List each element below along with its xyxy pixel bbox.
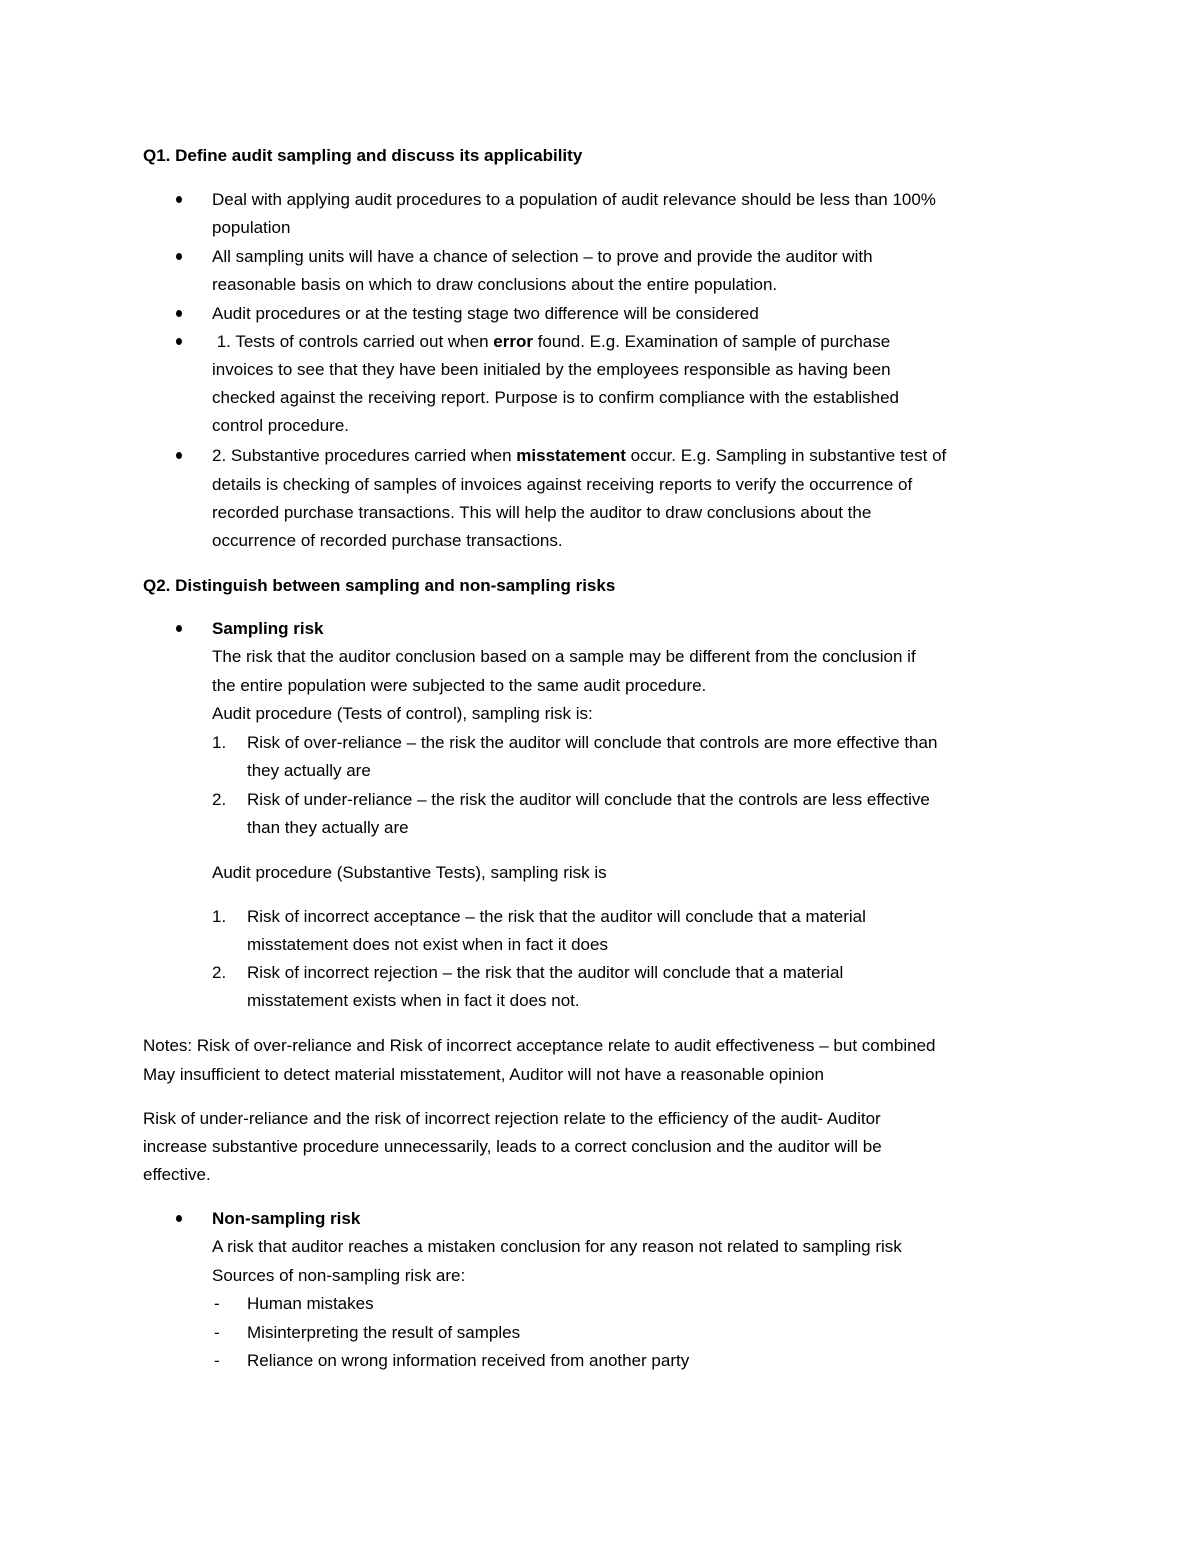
q1-bullet4-line3: checked against the receiving report. Purpose is to confirm compliance with the established	[212, 388, 899, 407]
toc-risk1-line2: they actually are	[247, 761, 371, 780]
substantive-intro: Audit procedure (Substantive Tests), sampling risk is	[212, 863, 607, 882]
dash-marker: -	[214, 1323, 220, 1342]
notes-line1: Notes: Risk of over-reliance and Risk of incorrect acceptance relate to audit effectiveness – but combined	[143, 1036, 936, 1055]
sampling-risk-line3: Audit procedure (Tests of control), sampling risk is:	[212, 704, 593, 723]
q1-bullet4-line4: control procedure.	[212, 416, 350, 435]
q1-bullet2-line2: reasonable basis on which to draw conclusions about the entire population.	[212, 275, 778, 294]
q2-heading: Q2. Distinguish between sampling and non-sampling risks	[143, 576, 616, 595]
bullet-icon	[176, 253, 182, 260]
list-number: 2.	[212, 963, 227, 982]
list-number: 1.	[212, 907, 227, 926]
sub-risk1-line2: misstatement does not exist when in fact it does	[247, 935, 608, 954]
sub-risk1-line1: Risk of incorrect acceptance – the risk that the auditor will conclude that a material	[247, 907, 866, 926]
q1-bullet4-line2: invoices to see that they have been initialed by the employees responsible as having been	[212, 360, 891, 379]
sampling-risk-line2: the entire population were subjected to the same audit procedure.	[212, 676, 707, 695]
q1-bullet5-line2: details is checking of samples of invoices against receiving reports to verify the occurrence of	[212, 475, 913, 494]
dash-marker: -	[214, 1351, 220, 1370]
efficiency-line2: increase substantive procedure unnecessarily, leads to a correct conclusion and the auditor will be	[143, 1137, 882, 1156]
bullet-icon	[176, 625, 182, 632]
source-item: Human mistakes	[247, 1294, 374, 1313]
bullet-icon	[176, 452, 182, 459]
sub-risk2-line2: misstatement exists when in fact it does not.	[247, 991, 580, 1010]
bullet-icon	[176, 338, 182, 345]
efficiency-line3: effective.	[143, 1165, 211, 1184]
q1-bullet1-line2: population	[212, 218, 291, 237]
list-number: 1.	[212, 733, 227, 752]
toc-risk1-line1: Risk of over-reliance – the risk the auditor will conclude that controls are more effective than	[247, 733, 938, 752]
list-number: 2.	[212, 790, 227, 809]
source-item: Misinterpreting the result of samples	[247, 1323, 521, 1342]
bullet-icon	[176, 310, 182, 317]
sub-risk2-line1: Risk of incorrect rejection – the risk that the auditor will conclude that a material	[247, 963, 844, 982]
notes-line2: May insufficient to detect material misstatement, Auditor will not have a reasonable opinion	[143, 1065, 824, 1084]
q1-bullet3-line1: Audit procedures or at the testing stage two difference will be considered	[212, 304, 759, 323]
bullet-icon	[176, 196, 182, 203]
sampling-risk-line1: The risk that the auditor conclusion based on a sample may be different from the conclusion if	[212, 647, 916, 666]
source-item: Reliance on wrong information received from another party	[247, 1351, 690, 1370]
q1-bullet1-line1: Deal with applying audit procedures to a population of audit relevance should be less than 100%	[212, 190, 936, 209]
dash-marker: -	[214, 1294, 220, 1313]
q1-bullet5-line3: recorded purchase transactions. This will help the auditor to draw conclusions about the	[212, 503, 872, 522]
q1-bullet2-line1: All sampling units will have a chance of selection – to prove and provide the auditor with	[212, 247, 873, 266]
sampling-risk-title: Sampling risk	[212, 619, 324, 638]
q1-bullet4-line1: 1. Tests of controls carried out when error found. E.g. Examination of sample of purchase	[212, 332, 891, 351]
bullet-icon	[176, 1215, 182, 1222]
non-sampling-risk-title: Non-sampling risk	[212, 1209, 361, 1228]
q1-bullet5-line4: occurrence of recorded purchase transactions.	[212, 531, 563, 550]
non-sampling-line1: A risk that auditor reaches a mistaken conclusion for any reason not related to sampling risk	[212, 1237, 902, 1256]
toc-risk2-line2: than they actually are	[247, 818, 409, 837]
toc-risk2-line1: Risk of under-reliance – the risk the auditor will conclude that the controls are less effective	[247, 790, 930, 809]
q1-bullet5-line1: 2. Substantive procedures carried when misstatement occur. E.g. Sampling in substantive test of	[212, 446, 947, 465]
efficiency-line1: Risk of under-reliance and the risk of incorrect rejection relate to the efficiency of the audit- Auditor	[143, 1109, 881, 1128]
q1-heading: Q1. Define audit sampling and discuss its applicability	[143, 146, 583, 165]
non-sampling-line2: Sources of non-sampling risk are:	[212, 1266, 466, 1285]
